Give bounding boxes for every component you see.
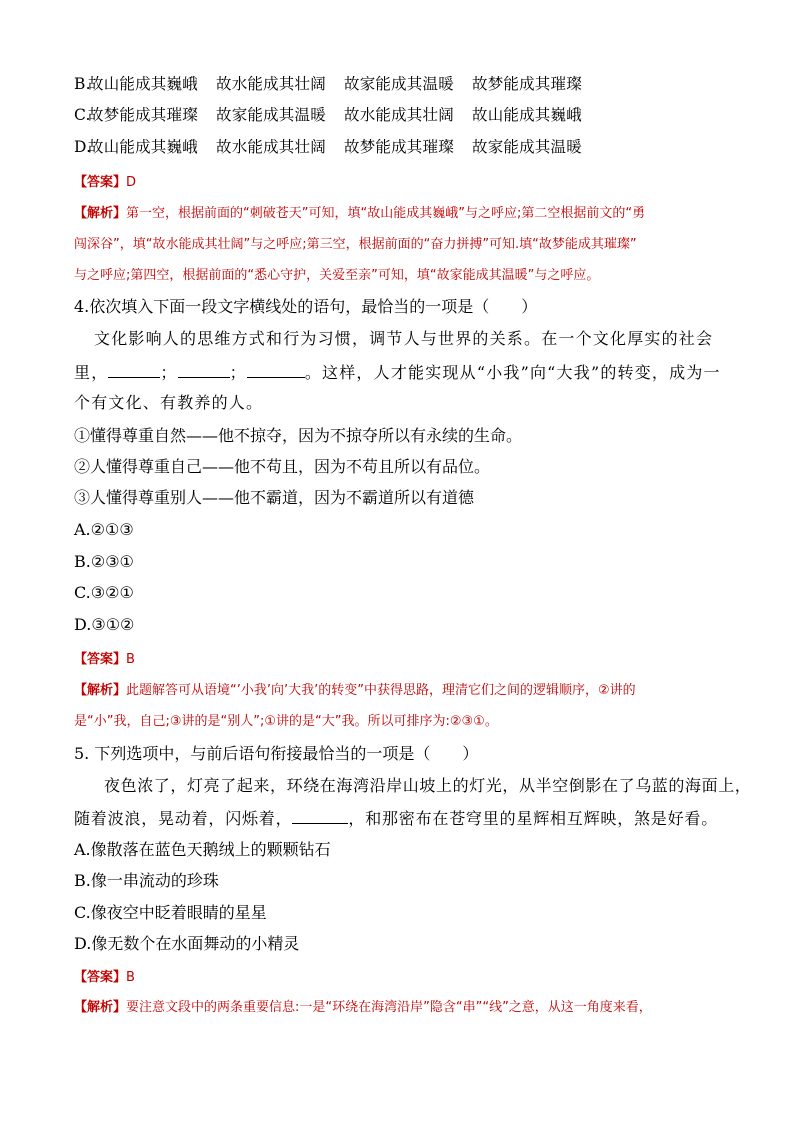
q4-option-d: D.③①② bbox=[74, 615, 135, 634]
q3-option-c: C.故梦能成其璀璨 故家能成其温暖 故水能成其壮阔 故山能成其巍峨 bbox=[74, 106, 582, 124]
q5-option-a: A.像散落在蓝色天鹅绒上的颗颗钻石 bbox=[74, 840, 331, 859]
q3-answer: 【答案】D bbox=[74, 175, 137, 190]
q4-stem: 4.依次填入下面一段文字横线处的语句，最恰当的一项是（ ） bbox=[74, 297, 538, 316]
q4-option-c: C.③②① bbox=[74, 583, 134, 602]
q5-passage-line2: 随着波浪，晃动着，闪烁着， ，和那密布在苍穹里的星辉相互辉映，煞是好看。 bbox=[74, 809, 719, 828]
blank-2 bbox=[178, 361, 230, 378]
blank-3 bbox=[247, 361, 305, 378]
q5-stem: 5. 下列选项中，与前后语句衔接最恰当的一项是（ ） bbox=[74, 744, 479, 763]
q4-passage-line2: 里， ； ； 。这样，人才能实现从“小我”向“大我”的转变，成为一 bbox=[74, 363, 721, 382]
q4-item-1: ①懂得尊重自然——他不掠夺，因为不掠夺所以有永续的生命。 bbox=[74, 426, 523, 445]
blank-1 bbox=[108, 361, 160, 378]
q3-analysis-line3: 与之呼应;第四空，根据前面的“悉心守护，关爱至亲”可知，填“故家能成其温暖”与之呼应。 bbox=[74, 268, 600, 283]
q5-option-b: B.像一串流动的珍珠 bbox=[74, 871, 219, 890]
q4-answer: 【答案】B bbox=[74, 652, 135, 667]
q4-option-a: A.②①③ bbox=[74, 520, 134, 539]
blank-q5 bbox=[292, 807, 348, 824]
q5-passage-line1: 夜色浓了，灯亮了起来，环绕在海湾沿岸山坡上的灯光，从半空倒影在了乌蓝的海面上， bbox=[104, 776, 752, 795]
q4-item-3: ③人懂得尊重别人——他不霸道，因为不霸道所以有道德 bbox=[74, 488, 475, 507]
q3-analysis-line1: 【解析】第一空，根据前面的“刺破苍天”可知，填“故山能成其巍峨”与之呼应;第二空根据前文的“勇 bbox=[74, 206, 646, 221]
q5-analysis-line1: 【解析】要注意文段中的两条重要信息:一是“环绕在海湾沿岸”隐含“串”“线”之意，从这一角度来看， bbox=[74, 1000, 652, 1015]
q4-option-b: B.②③① bbox=[74, 552, 134, 571]
q4-item-2: ②人懂得尊重自己——他不苟且，因为不苟且所以有品位。 bbox=[74, 457, 491, 476]
q5-option-d: D.像无数个在水面舞动的小精灵 bbox=[74, 934, 300, 953]
q4-analysis-line1: 【解析】此题解答可从语境“’小我’向’大我’的转变”中获得思路，理清它们之间的逻辑顺序，②讲的 bbox=[74, 683, 636, 698]
q5-answer: 【答案】B bbox=[74, 970, 135, 985]
q4-analysis-line2: 是“小”我，自己;③讲的是“别人”;①讲的是“大”我。所以可排序为:②③①。 bbox=[74, 714, 498, 729]
q4-passage-line3: 个有文化、有教养的人。 bbox=[74, 393, 264, 412]
q3-option-d: D.故山能成其巍峨 故水能成其壮阔 故梦能成其璀璨 故家能成其温暖 bbox=[74, 138, 582, 156]
q3-analysis-line2: 闯深谷”，填“故水能成其壮阔”与之呼应;第三空，根据前面的“奋力拼搏”可知.填“故梦能成其璀璨” bbox=[74, 237, 637, 252]
q3-option-b: B.故山能成其巍峨 故水能成其壮阔 故家能成其温暖 故梦能成其璀璨 bbox=[74, 75, 582, 93]
q5-option-c: C.像夜空中眨着眼睛的星星 bbox=[74, 903, 267, 922]
q4-passage-line1: 文化影响人的思维方式和行为习惯，调节人与世界的关系。在一个文化厚实的社会 bbox=[94, 329, 714, 348]
